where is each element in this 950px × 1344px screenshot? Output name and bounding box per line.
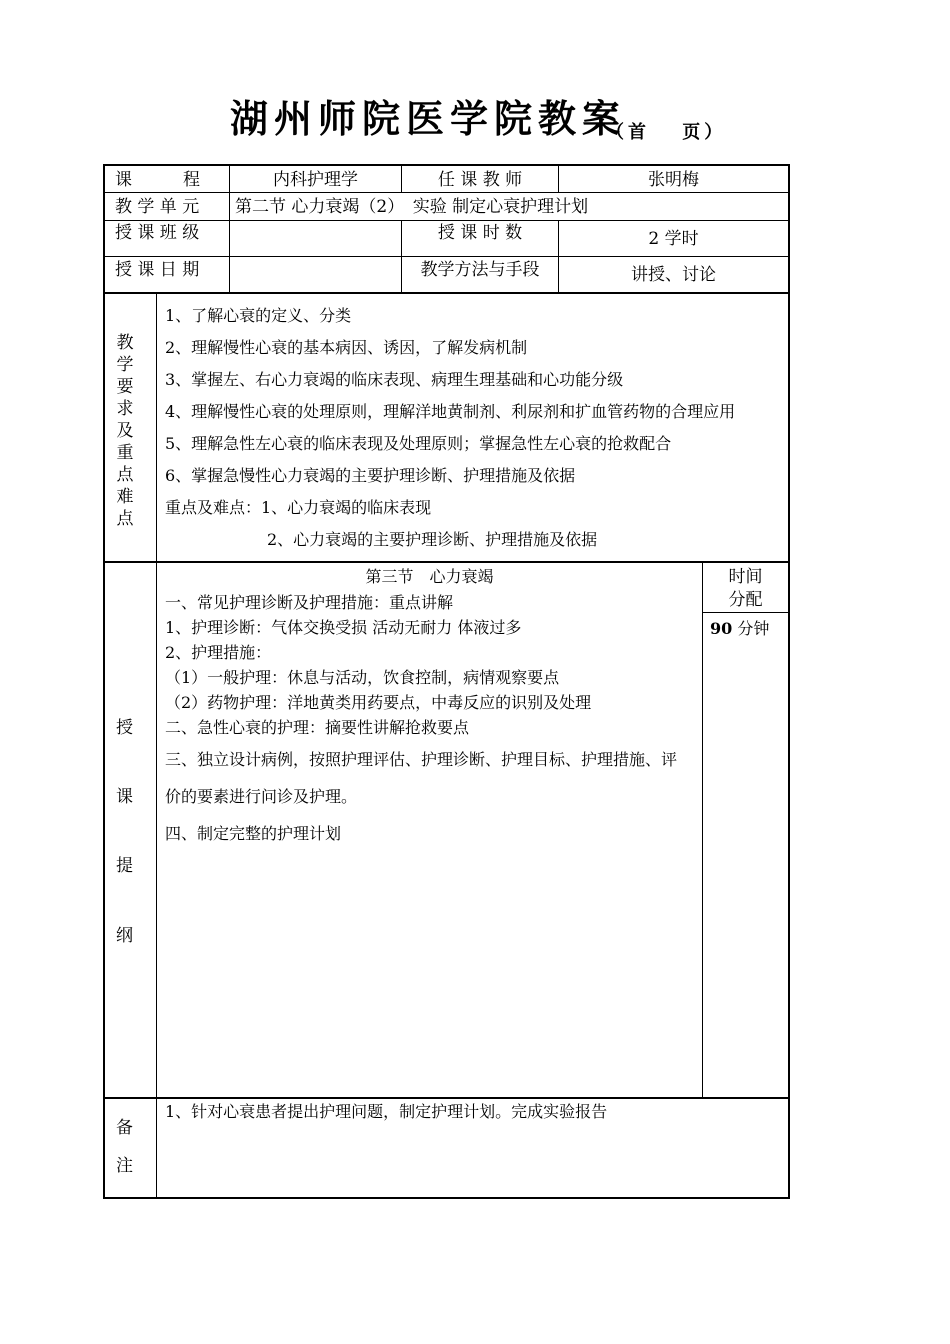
unit-value: 第二节 心力衰竭（2） 实验 制定心衰护理计划 [235,197,589,217]
key-point-2: 2、心力衰竭的主要护理诊断、护理措施及依据 [267,530,598,549]
requirement-item: 2、理解慢性心衰的基本病因、诱因，了解发病机制 [165,338,528,357]
outline-label-char: 纲 [116,926,133,946]
outline-line: 二、急性心衰的护理：摘要性讲解抢救要点 [165,718,470,737]
teacher-value: 张明梅 [648,170,699,190]
requirement-item: 6、掌握急慢性心力衰竭的主要护理诊断、护理措施及依据 [165,466,576,485]
course-value: 内科护理学 [273,170,358,190]
time-allocation-value: 90 分钟 [710,619,770,638]
course-label: 课 程 [115,170,200,190]
key-points: 重点及难点：1、心力衰竭的临床表现 [165,498,432,517]
unit-label: 教 学 单 元 [115,197,200,217]
method-label: 教学方法与手段 [420,260,540,280]
page-indicator: （首 页） [606,122,727,143]
hours-label: 授 课 时 数 [437,223,523,243]
hours-value: 2 学时 [648,229,699,249]
requirement-item: 1、了解心衰的定义、分类 [165,306,352,325]
outline-label-char: 课 [116,787,133,807]
outline-line: 1、护理诊断：气体交换受损 活动无耐力 体液过多 [165,618,522,637]
requirements-label: 教 学 要 求 及 重 点 难 点 [116,333,134,529]
outline-para3-line2: 价的要素进行问诊及护理。 [165,787,358,806]
outline-label-char: 提 [116,856,133,876]
outline-heading: 第三节 心力衰竭 [365,567,494,586]
outline-para4: 四、制定完整的护理计划 [165,824,342,843]
time-allocation-label-1: 时间 [728,567,763,587]
teacher-label: 任 课 教 师 [437,170,523,190]
requirement-item: 3、掌握左、右心力衰竭的临床表现、病理生理基础和心功能分级 [165,370,624,389]
outline-line: 一、常见护理诊断及护理措施：重点讲解 [165,593,454,612]
outline-line: （2）药物护理：洋地黄类用药要点，中毒反应的识别及处理 [165,693,592,712]
class-label: 授 课 班 级 [115,223,200,243]
outline-label-char: 授 [116,718,133,738]
date-label: 授 课 日 期 [115,260,200,280]
notes-label-char: 注 [116,1156,133,1176]
time-allocation-label-2: 分配 [728,590,763,610]
notes-label-char: 备 [116,1118,133,1138]
document-title: 湖州师院医学院教案 [230,96,627,141]
notes-text: 1、针对心衰患者提出护理问题，制定护理计划。完成实验报告 [165,1102,608,1121]
requirement-item: 5、理解急性左心衰的临床表现及处理原则；掌握急性左心衰的抢救配合 [165,434,672,453]
lesson-plan-table [103,164,790,1199]
outline-para3-line1: 三、独立设计病例，按照护理评估、护理诊断、护理目标、护理措施、评 [165,750,678,769]
method-value: 讲授、讨论 [631,265,716,285]
requirement-item: 4、理解慢性心衰的处理原则，理解洋地黄制剂、利尿剂和扩血管药物的合理应用 [165,402,736,421]
outline-line: （1）一般护理：休息与活动，饮食控制，病情观察要点 [165,668,560,687]
outline-line: 2、护理措施： [165,643,272,662]
